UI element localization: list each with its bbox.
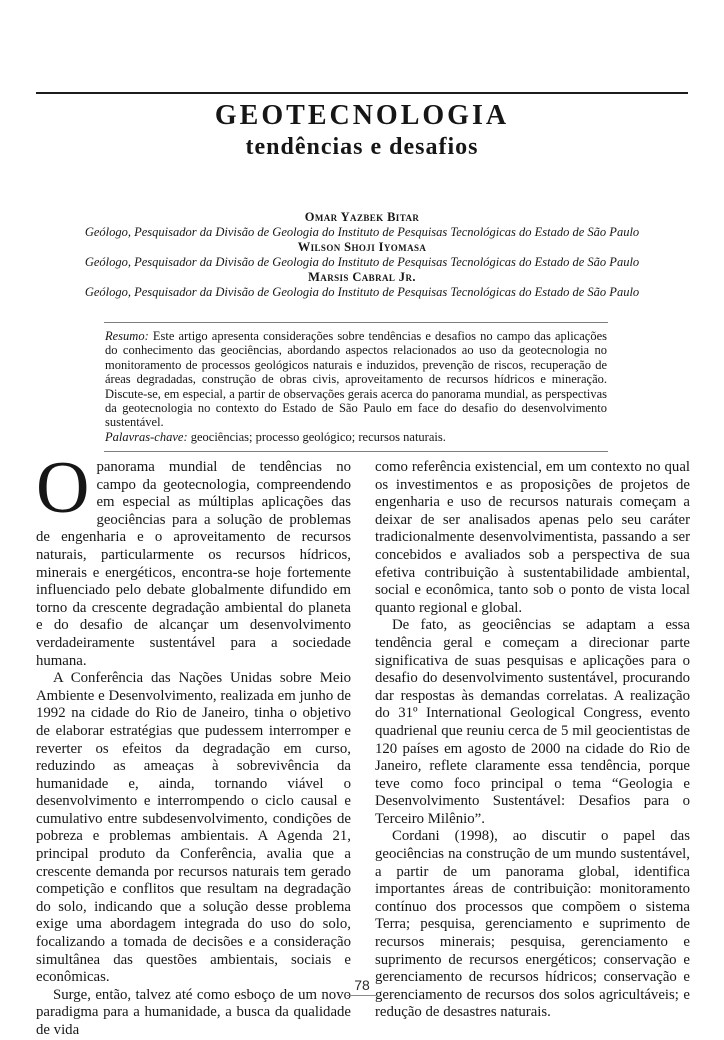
keywords-label: Palavras-chave: <box>105 429 188 444</box>
paragraph <box>36 447 351 670</box>
abstract-paragraph <box>105 329 607 430</box>
drop-cap: O <box>36 447 90 529</box>
paragraph: A Conferência das Nações Unidas sobre Meio Ambiente e Desenvolvimento, realizada em junho de 1992 na cidade do Rio de Janeiro, tinha o objetivo de elaborar estratégias que pudessem interromper e reverter os efeitos da degradação em curso, reduzindo as ameaças à sobrevivência da humanidade e, ainda, tornando viável o desenvolvimento e interrompendo o ciclo causal e cumulativo entre subdesenvolvimento, condições de pobreza e problemas ambientais. A Agenda 21, principal produto da Conferência, avalia que a crescente demanda por recursos naturais tem gerado competição e conflitos que resultam na degradação do solo, indicando que a solução desse problema exige uma abordagem integrada do uso do solo, focalizando a tomada de decisões e a consideração simultânea das questões ambientais, sociais e econômicas. <box>36 670 351 986</box>
header-rule <box>36 92 688 94</box>
abstract-text: Este artigo apresenta considerações sobre tendências e desafios no campo das aplicações do conhecimento das geociências, abordando aspectos relacionados ao uso da geotecnologia no monitoramento de processos geológicos naturais e induzidos, prevenção de riscos, recuperação de áreas degradadas, construção de obras civis, aproveitamento de recursos hídricos e mineração. Discute-se, em especial, a partir de observações gerais acerca do panorama mundial, as perspectivas da geotecnologia no contexto do Estado de São Paulo em face do desafio do desenvolvimento sustentável. <box>105 329 607 430</box>
paragraph: como referência existencial, em um contexto no qual os investimentos e as proposições de projetos de engenharia e uso de recursos naturais começam a deixar de ser analisados apenas pelo seu caráter tradicionalmente desenvolvimentista, passando a ser concebidos e avaliados sob a perspectiva de sua efetiva contribuição à sustentabilidade ambiental, social e econômica, tanto sob o ponto de vista local quanto regional e global. <box>375 459 690 616</box>
left-column <box>36 447 351 1040</box>
paragraph: Surge, então, talvez até como esboço de um novo paradigma para a humanidade, a busca da qualidade de vida <box>36 986 351 1038</box>
author-affiliation: Geólogo, Pesquisador da Divisão de Geologia do Instituto de Pesquisas Tecnológicas do Estado de São Paulo <box>84 225 640 239</box>
keywords-text: geociências; processo geológico; recursos naturais. <box>190 429 446 444</box>
page-number: 78 <box>347 977 377 996</box>
authors-block <box>0 210 724 300</box>
title-block <box>0 99 724 161</box>
page-title: GEOTECNOLOGIA <box>214 100 510 131</box>
paragraph-text: panorama mundial de tendências no campo da geotecnologia, compreendendo em especial as múltiplas aplicações das geociências para a solução de problemas de engenharia e o aproveitamento de recursos naturais, particularmente os recursos hídricos, minerais e energéticos, encontra-se hoje fortemente influenciado pelo debate globalmente difundido em torno da crescente degradação ambiental do planeta e do desafio de alcançar um desenvolvimento verdadeiramente sustentável para a sociedade humana. <box>36 459 351 669</box>
paragraph: Cordani (1998), ao discutir o papel das geociências na construção de um mundo sustentável, a partir de um panorama global, identifica importantes áreas de contribuição: monitoramento contínuo dos processos que compõem o sistema Terra; pesquisa, gerenciamento e suprimento de recursos minerais; pesquisa, gerenciamento e suprimento de recursos energéticos; conservação e gerenciamento de recursos hídricos; conservação e gerenciamento de recursos dos solos agricultáveis; e redução de desastres naturais. <box>375 828 690 1021</box>
author-affiliation: Geólogo, Pesquisador da Divisão de Geologia do Instituto de Pesquisas Tecnológicas do Estado de São Paulo <box>84 285 640 299</box>
abstract-block <box>104 322 608 452</box>
author-name: Omar Yazbek Bitar <box>304 210 420 224</box>
author-affiliation: Geólogo, Pesquisador da Divisão de Geologia do Instituto de Pesquisas Tecnológicas do Estado de São Paulo <box>84 255 640 269</box>
abstract-label: Resumo: <box>105 329 149 343</box>
page-subtitle: tendências e desafios <box>245 134 479 160</box>
body-columns <box>36 447 690 1040</box>
right-column <box>375 459 690 1040</box>
author-name: Wilson Shoji Iyomasa <box>297 240 427 254</box>
author-name: Marsis Cabral Jr. <box>308 270 416 284</box>
paragraph: De fato, as geociências se adaptam a essa tendência geral e começam a direcionar parte significativa de suas pesquisas e aplicações para o desafio do desenvolvimento sustentável, procurando dar respostas às demandas correlatas. A realização do 31º International Geological Congress, evento quadrienal que reuniu cerca de 5 mil geocientistas de 120 países em agosto de 2000 na cidade do Rio de Janeiro, reflete claramente essa tendência, porque teve como foco principal o tema “Geologia e Desenvolvimento Sustentável: Desafios para o Terceiro Milênio”. <box>375 617 690 827</box>
keywords-paragraph <box>105 430 607 444</box>
page-footer <box>0 977 724 996</box>
